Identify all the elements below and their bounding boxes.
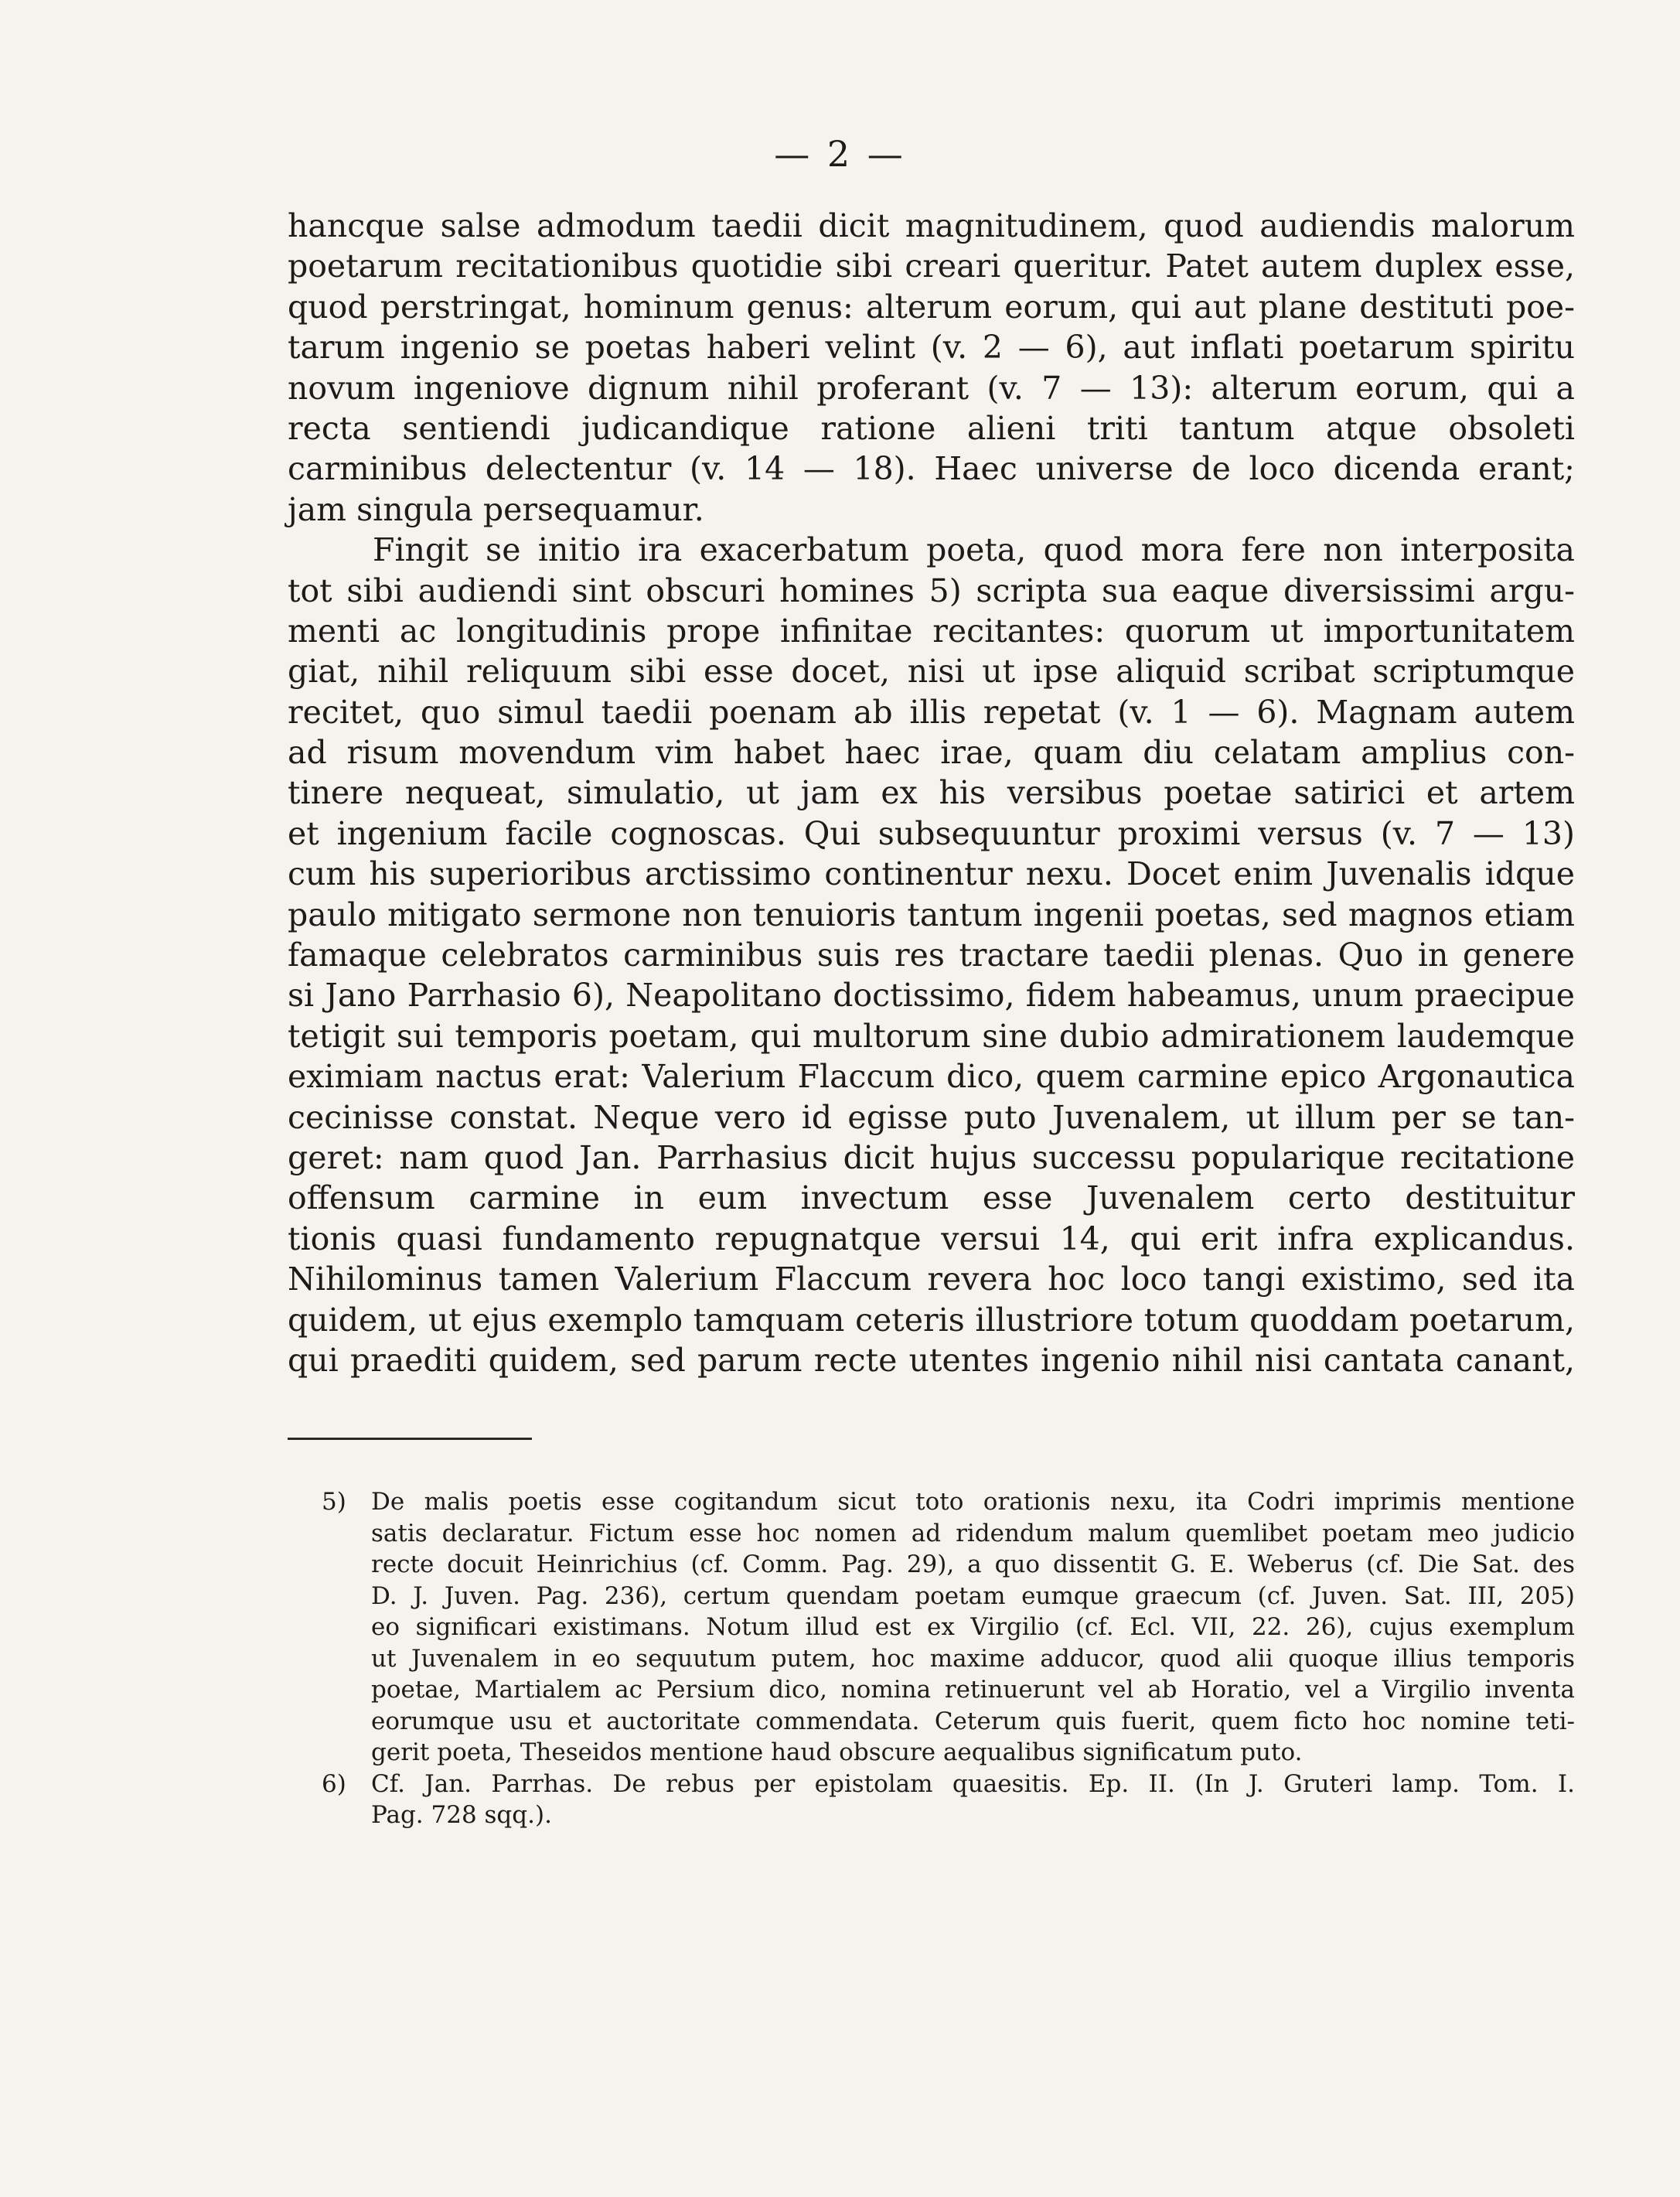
footnote-5: [288, 1486, 1575, 1769]
text-line: menti ac longitudinis prope infinitae recitantes: quorum ut importunitatem: [288, 612, 1575, 650]
text-line: si Jano Parrhasio 6), Neapolitano doctissimo, fidem habeamus, unum praecipue: [288, 977, 1575, 1015]
text-line: Nihilominus tamen Valerium Flaccum revera hoc loco tangi existimo, sed ita: [288, 1261, 1575, 1298]
page-number: — 2 —: [774, 133, 906, 175]
footnote-line: poetae, Martialem ac Persium dico, nomina retinuerunt vel ab Horatio, vel a Virgilio inventa: [371, 1676, 1575, 1704]
body-text: [288, 206, 1575, 1380]
footnote-divider: [288, 1438, 532, 1440]
text-line: tot sibi audiendi sint obscuri homines 5) scripta sua eaque diversissimi argu-: [288, 571, 1575, 609]
text-line: tarum ingenio se poetas haberi velint (v. 2 — 6), aut inflati poetarum spiritu: [288, 329, 1575, 367]
footnote-line: [288, 1769, 1575, 1800]
text-line: qui praediti quidem, sed parum recte utentes ingenio nihil nisi cantata canant,: [288, 1341, 1575, 1379]
text-line: recta sentiendi judicandique ratione alieni triti tantum atque obsoleti: [288, 409, 1575, 447]
text-line: ad risum movendum vim habet haec irae, quam diu celatam amplius con-: [288, 734, 1575, 772]
text-line: tinere nequeat, simulatio, ut jam ex his versibus poetae satirici et artem: [288, 774, 1575, 812]
text-line: tionis quasi fundamento repugnatque versui 14, qui erit infra explicandus.: [288, 1220, 1575, 1257]
footnote-label: 5): [322, 1488, 346, 1516]
text-line: hancque salse admodum taedii dicit magnitudinem, quod audiendis malorum: [288, 207, 1575, 244]
text-line: carminibus delectentur (v. 14 — 18). Haec universe de loco dicenda erant;: [288, 450, 1575, 488]
text-line: quod perstringat, hominum genus: alterum eorum, qui aut plane destituti poe-: [288, 288, 1575, 326]
text-line: poetarum recitationibus quotidie sibi creari queritur. Patet autem duplex esse,: [288, 247, 1575, 285]
text-line: geret: nam quod Jan. Parrhasius dicit hujus successu popularique recitatione: [288, 1138, 1575, 1176]
footnote-line: [288, 1486, 1575, 1518]
text-line: paulo mitigato sermone non tenuioris tantum ingenii poetas, sed magnos etiam: [288, 896, 1575, 933]
footnote-line: satis declaratur. Fictum esse hoc nomen ad ridendum malum quemlibet poetam meo judicio: [371, 1519, 1575, 1547]
footnote-line: D. J. Juven. Pag. 236), certum quendam poetam eumque graecum (cf. Juven. Sat. III, 205): [371, 1581, 1575, 1610]
text-line: giat, nihil reliquum sibi esse docet, nisi ut ipse aliquid scribat scriptumque: [288, 653, 1575, 691]
footnote-line: eo significari existimans. Notum illud est ex Virgilio (cf. Ecl. VII, 22. 26), cujus exemplum: [371, 1613, 1575, 1641]
footnote-6: [288, 1769, 1575, 1831]
footnote-line: Pag. 728 sqq.).: [371, 1801, 552, 1829]
text-line: tetigit sui temporis poetam, qui multorum sine dubio admirationem laudemque: [288, 1017, 1575, 1055]
footnote-label: 6): [322, 1769, 346, 1798]
text-line: recitet, quo simul taedii poenam ab illis repetat (v. 1 — 6). Magnam autem: [288, 693, 1575, 731]
text-line: novum ingeniove dignum nihil proferant (v. 7 — 13): alterum eorum, qui a: [288, 369, 1575, 407]
footnotes: [288, 1486, 1575, 1831]
footnote-line: gerit poeta, Theseidos mentione haud obscure aequalibus significatum puto.: [371, 1738, 1303, 1766]
text-line: Fingit se initio ira exacerbatum poeta, quod mora fere non interposita: [373, 531, 1575, 569]
text-line: eximiam nactus erat: Valerium Flaccum dico, quem carmine epico Argonautica: [288, 1058, 1575, 1096]
footnote-text: De malis poetis esse cogitandum sicut toto orationis nexu, ita Codri imprimis mentione: [371, 1488, 1575, 1516]
footnote-line: ut Juvenalem in eo sequutum putem, hoc maxime adducor, quod alii quoque illius temporis: [371, 1644, 1575, 1673]
text-line: offensum carmine in eum invectum esse Juvenalem certo destituitur: [288, 1179, 1575, 1217]
text-line: quidem, ut ejus exemplo tamquam ceteris illustriore totum quoddam poetarum,: [288, 1301, 1575, 1339]
text-line: jam singula persequamur.: [288, 490, 704, 528]
footnote-line: eorumque usu et auctoritate commendata. Ceterum quis fuerit, quem ficto hoc nomine teti-: [371, 1707, 1575, 1735]
footnote-text: Cf. Jan. Parrhas. De rebus per epistolam quaesitis. Ep. II. (In J. Gruteri lamp. Tom. I.: [371, 1769, 1575, 1798]
text-line: et ingenium facile cognoscas. Qui subsequuntur proximi versus (v. 7 — 13): [288, 814, 1575, 852]
text-line: cum his superioribus arctissimo continentur nexu. Docet enim Juvenalis idque: [288, 855, 1575, 893]
footnote-line: recte docuit Heinrichius (cf. Comm. Pag. 29), a quo dissentit G. E. Weberus (cf. Die Sat. des: [371, 1551, 1575, 1578]
text-line: cecinisse constat. Neque vero id egisse puto Juvenalem, ut illum per se tan-: [288, 1098, 1575, 1136]
text-line: famaque celebratos carminibus suis res tractare taedii plenas. Quo in genere: [288, 936, 1575, 974]
